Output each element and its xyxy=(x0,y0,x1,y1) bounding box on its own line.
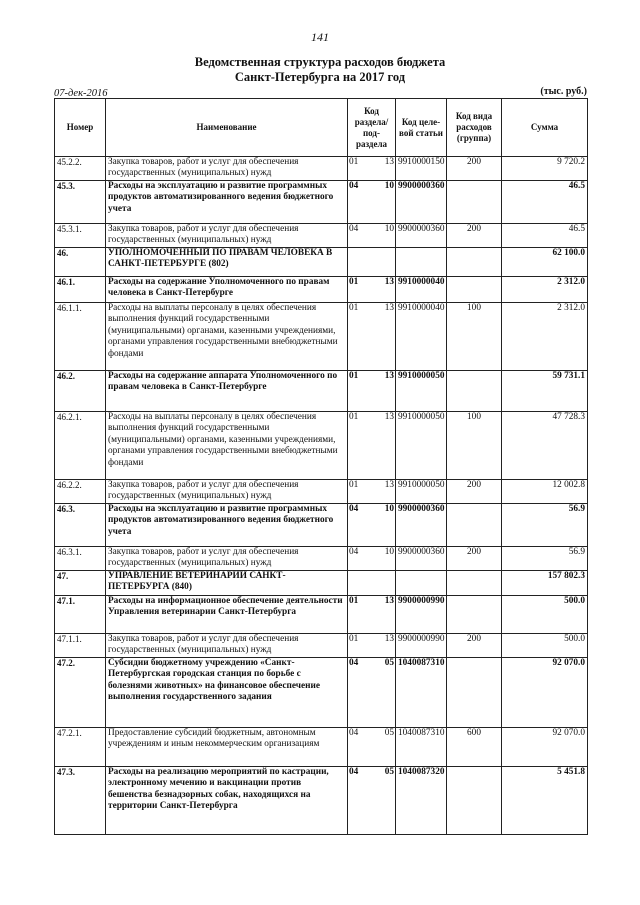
table-row xyxy=(55,412,588,480)
row-number: 46.2.2. xyxy=(55,480,106,504)
row-name: Предоставление субсидий бюджетным, автономным учреждениям и иным некоммерческим организациям xyxy=(106,728,348,767)
row-name: Закупка товаров, работ и услуг для обеспечения государственных (муниципальных) нужд xyxy=(106,480,348,504)
row-name: Расходы на содержание Уполномоченного по правам человека в Санкт-Петербурге xyxy=(106,277,348,303)
table-row xyxy=(55,303,588,371)
row-article: 9910000050 xyxy=(396,480,447,504)
row-expense-type: 100 xyxy=(447,412,502,480)
table-row xyxy=(55,571,588,596)
section-codes xyxy=(349,412,394,423)
row-amount: 56.9 xyxy=(502,504,588,547)
header-section: Код раздела/ под-раздела xyxy=(348,99,396,157)
table-row xyxy=(55,728,588,767)
row-amount: 46.5 xyxy=(502,224,588,248)
row-expense-type: 600 xyxy=(447,728,502,767)
row-article: 9900000990 xyxy=(396,596,447,634)
row-number: 46.2.1. xyxy=(55,412,106,480)
row-number: 46. xyxy=(55,248,106,277)
row-expense-type: 200 xyxy=(447,224,502,248)
section-code: 04 xyxy=(349,181,359,191)
row-amount: 2 312.0 xyxy=(502,303,588,371)
section-code: 04 xyxy=(349,224,359,234)
subsection-code: 13 xyxy=(384,634,394,644)
row-article: 9910000150 xyxy=(396,157,447,181)
row-name: Расходы на реализацию мероприятий по кастрации, электронному мечению и вакцинации против бешенства безнадзорных собак, находящихся на территории Санкт-Петербурга xyxy=(106,767,348,835)
row-amount: 157 802.3 xyxy=(502,571,588,596)
header-article: Код целе-вой статьи xyxy=(396,99,447,157)
row-section xyxy=(348,547,396,571)
row-number: 46.3.1. xyxy=(55,547,106,571)
subsection-code: 10 xyxy=(384,547,394,557)
row-amount: 56.9 xyxy=(502,547,588,571)
subsection-code: 13 xyxy=(384,596,394,606)
row-expense-type: 200 xyxy=(447,480,502,504)
subsection-code: 13 xyxy=(384,303,394,313)
row-section xyxy=(348,412,396,480)
row-amount: 500.0 xyxy=(502,596,588,634)
section-code: 01 xyxy=(349,277,359,287)
row-amount: 59 731.1 xyxy=(502,371,588,412)
subsection-code: 13 xyxy=(384,480,394,490)
row-section xyxy=(348,277,396,303)
section-code: 04 xyxy=(349,547,359,557)
row-number: 45.3. xyxy=(55,181,106,224)
row-expense-type xyxy=(447,767,502,835)
section-code: 04 xyxy=(349,504,359,514)
row-expense-type: 200 xyxy=(447,547,502,571)
row-expense-type xyxy=(447,181,502,224)
section-code: 01 xyxy=(349,157,359,167)
row-section xyxy=(348,767,396,835)
row-article: 9900000360 xyxy=(396,181,447,224)
row-number: 47.2. xyxy=(55,658,106,728)
row-number: 47.3. xyxy=(55,767,106,835)
row-expense-type xyxy=(447,658,502,728)
row-article: 9900000990 xyxy=(396,634,447,658)
table-row xyxy=(55,157,588,181)
row-amount: 46.5 xyxy=(502,181,588,224)
subsection-code: 05 xyxy=(384,767,394,777)
row-name: Расходы на содержание аппарата Уполномоченного по правам человека в Санкт-Петербурге xyxy=(106,371,348,412)
row-number: 45.3.1. xyxy=(55,224,106,248)
table-row xyxy=(55,504,588,547)
row-amount: 9 720.2 xyxy=(502,157,588,181)
row-number: 46.3. xyxy=(55,504,106,547)
section-codes xyxy=(349,371,394,382)
row-section xyxy=(348,181,396,224)
row-name: Субсидии бюджетному учреждению «Санкт-Петербургская городская станция по борьбе с болезнями животных» на финансовое обеспечение выполнения государственного задания xyxy=(106,658,348,728)
section-code: 04 xyxy=(349,658,359,668)
section-codes xyxy=(349,157,394,168)
row-number: 47.1. xyxy=(55,596,106,634)
table-row xyxy=(55,634,588,658)
row-name: Закупка товаров, работ и услуг для обеспечения государственных (муниципальных) нужд xyxy=(106,157,348,181)
row-section xyxy=(348,480,396,504)
row-article: 9910000050 xyxy=(396,371,447,412)
row-name: Закупка товаров, работ и услуг для обеспечения государственных (муниципальных) нужд xyxy=(106,547,348,571)
row-article: 9910000040 xyxy=(396,277,447,303)
section-codes xyxy=(349,596,394,607)
row-article xyxy=(396,571,447,596)
row-amount: 47 728.3 xyxy=(502,412,588,480)
section-codes xyxy=(349,277,394,288)
row-article: 9900000360 xyxy=(396,504,447,547)
row-section xyxy=(348,596,396,634)
section-codes xyxy=(349,303,394,314)
row-section xyxy=(348,658,396,728)
subsection-code: 13 xyxy=(384,277,394,287)
row-number: 46.2. xyxy=(55,371,106,412)
row-article: 9910000050 xyxy=(396,412,447,480)
section-code: 01 xyxy=(349,303,359,313)
section-codes xyxy=(349,658,394,669)
row-name: УПРАВЛЕНИЕ ВЕТЕРИНАРИИ САНКТ-ПЕТЕРБУРГА (840) xyxy=(106,571,348,596)
row-name: Расходы на выплаты персоналу в целях обеспечения выполнения функций государственными (муниципальными) органами, казенными учреждениями, органами управления государственными внебюджетными фондами xyxy=(106,412,348,480)
row-amount: 5 451.8 xyxy=(502,767,588,835)
subsection-code: 10 xyxy=(384,224,394,234)
section-code: 01 xyxy=(349,634,359,644)
row-article: 9910000040 xyxy=(396,303,447,371)
row-name: Расходы на информационное обеспечение деятельности Управления ветеринарии Санкт-Петербурга xyxy=(106,596,348,634)
page-number: 141 xyxy=(311,30,329,44)
row-name: Закупка товаров, работ и услуг для обеспечения государственных (муниципальных) нужд xyxy=(106,634,348,658)
table-row xyxy=(55,371,588,412)
table-row xyxy=(55,181,588,224)
header-name: Наименование xyxy=(106,99,348,157)
row-section xyxy=(348,728,396,767)
title-line-2: Санкт-Петербурга на 2017 год xyxy=(234,70,406,84)
row-article: 1040087310 xyxy=(396,658,447,728)
row-name: Расходы на эксплуатацию и развитие программных продуктов автоматизированного ведения бюджетного учета xyxy=(106,181,348,224)
row-section xyxy=(348,634,396,658)
row-expense-type xyxy=(447,277,502,303)
row-expense-type: 200 xyxy=(447,157,502,181)
row-section xyxy=(348,371,396,412)
section-code: 01 xyxy=(349,412,359,422)
table-row xyxy=(55,547,588,571)
subsection-code: 05 xyxy=(384,658,394,668)
row-amount: 12 002.8 xyxy=(502,480,588,504)
row-number: 47.2.1. xyxy=(55,728,106,767)
row-article xyxy=(396,248,447,277)
section-codes xyxy=(349,504,394,515)
section-codes xyxy=(349,480,394,491)
header-expense-type: Код вида расходов (группа) xyxy=(447,99,502,157)
row-expense-type: 100 xyxy=(447,303,502,371)
row-amount: 92 070.0 xyxy=(502,658,588,728)
subsection-code: 05 xyxy=(384,728,394,738)
table-row xyxy=(55,224,588,248)
section-codes xyxy=(349,547,394,558)
row-article: 9900000360 xyxy=(396,547,447,571)
row-name: Закупка товаров, работ и услуг для обеспечения государственных (муниципальных) нужд xyxy=(106,224,348,248)
subsection-code: 10 xyxy=(384,504,394,514)
section-codes xyxy=(349,767,394,778)
row-amount: 92 070.0 xyxy=(502,728,588,767)
row-article: 9900000360 xyxy=(396,224,447,248)
row-amount: 2 312.0 xyxy=(502,277,588,303)
row-number: 46.1. xyxy=(55,277,106,303)
table-row xyxy=(55,277,588,303)
page-title xyxy=(0,55,640,85)
row-expense-type xyxy=(447,248,502,277)
row-expense-type xyxy=(447,504,502,547)
subsection-code: 13 xyxy=(384,412,394,422)
row-section xyxy=(348,248,396,277)
table-row xyxy=(55,767,588,835)
document-date: 07-дек-2016 xyxy=(54,88,108,99)
table-row xyxy=(55,658,588,728)
row-name: УПОЛНОМОЧЕННЫЙ ПО ПРАВАМ ЧЕЛОВЕКА В САНКТ-ПЕТЕРБУРГЕ (802) xyxy=(106,248,348,277)
section-code: 01 xyxy=(349,480,359,490)
budget-table xyxy=(54,98,588,835)
section-code: 01 xyxy=(349,371,359,381)
row-expense-type: 200 xyxy=(447,634,502,658)
subsection-code: 10 xyxy=(384,181,394,191)
header-number: Номер xyxy=(55,99,106,157)
row-name: Расходы на эксплуатацию и развитие программных продуктов автоматизированного ведения бюджетного учета xyxy=(106,504,348,547)
header-amount: Сумма xyxy=(502,99,588,157)
row-amount: 500.0 xyxy=(502,634,588,658)
row-article: 1040087310 xyxy=(396,728,447,767)
title-line-1: Ведомственная структура расходов бюджета xyxy=(194,55,446,69)
section-codes xyxy=(349,728,394,739)
row-article: 1040087320 xyxy=(396,767,447,835)
row-section xyxy=(348,571,396,596)
row-number: 47.1.1. xyxy=(55,634,106,658)
table-row xyxy=(55,596,588,634)
row-section xyxy=(348,303,396,371)
row-number: 46.1.1. xyxy=(55,303,106,371)
section-code: 04 xyxy=(349,728,359,738)
section-code: 01 xyxy=(349,596,359,606)
row-number: 45.2.2. xyxy=(55,157,106,181)
subsection-code: 13 xyxy=(384,371,394,381)
section-codes xyxy=(349,224,394,235)
row-section xyxy=(348,224,396,248)
section-codes xyxy=(349,181,394,192)
table-body xyxy=(55,157,588,835)
table-row xyxy=(55,480,588,504)
row-number: 47. xyxy=(55,571,106,596)
row-name: Расходы на выплаты персоналу в целях обеспечения выполнения функций государственными (муниципальными) органами, казенными учреждениями, органами управления государственными внебюджетными фондами xyxy=(106,303,348,371)
row-expense-type xyxy=(447,571,502,596)
row-expense-type xyxy=(447,596,502,634)
section-codes xyxy=(349,634,394,645)
section-code: 04 xyxy=(349,767,359,777)
row-section xyxy=(348,504,396,547)
units-label: (тыс. руб.) xyxy=(540,86,587,97)
row-section xyxy=(348,157,396,181)
table-row xyxy=(55,248,588,277)
subsection-code: 13 xyxy=(384,157,394,167)
row-expense-type xyxy=(447,371,502,412)
row-amount: 62 100.0 xyxy=(502,248,588,277)
